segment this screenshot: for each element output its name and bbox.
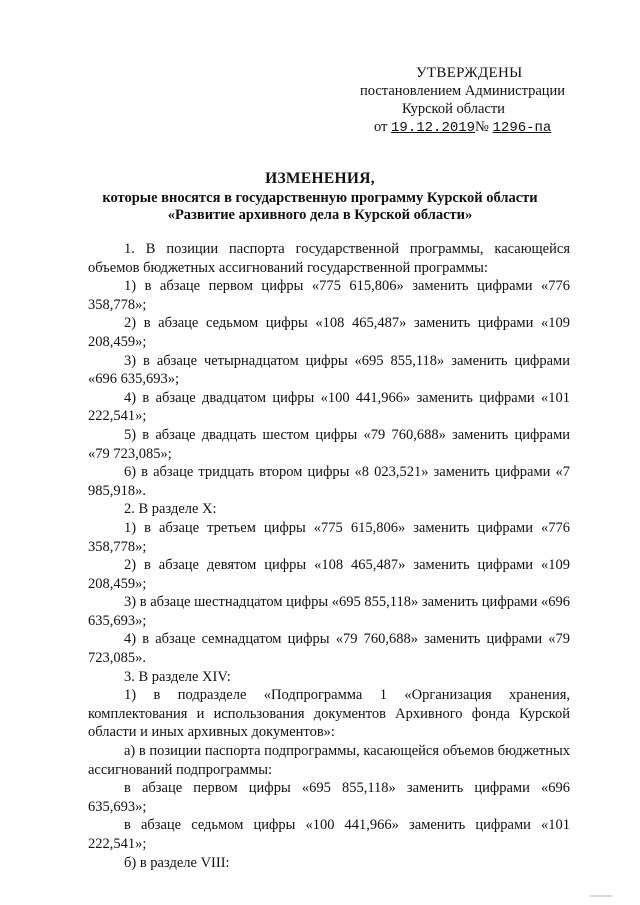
approval-number-sign: № <box>475 119 489 135</box>
paragraph: 4) в абзаце двадцатом цифры «100 441,966» заменить цифрами «101 222,541»; <box>88 389 570 425</box>
approval-prefix: от <box>374 119 388 135</box>
approval-issuer: постановлением Администрации <box>360 83 566 99</box>
paragraph: 3) в абзаце четырнадцатом цифры «695 855,118» заменить цифрами «696 635,693»; <box>88 352 570 388</box>
paragraph: 1) в абзаце третьем цифры «775 615,806» заменить цифрами «776 358,778»; <box>88 519 570 555</box>
scan-artifact <box>590 895 612 897</box>
document-body <box>88 240 570 872</box>
paragraph: 1. В позиции паспорта государственной программы, касающейся объемов бюджетных ассигнований государственной программы: <box>88 241 570 276</box>
paragraph: 3. В разделе XIV: <box>124 668 231 685</box>
paragraph: 3) в абзаце шестнадцатом цифры «695 855,118» заменить цифрами «696 635,693»; <box>88 594 570 629</box>
paragraph: 2) в абзаце седьмом цифры «108 465,487» заменить цифрами «109 208,459»; <box>88 315 570 350</box>
paragraph: 1) в подразделе «Подпрограмма 1 «Организация хранения, комплектования и использования документов Архивного фонда Курской области и иных архивных документов»: <box>88 687 570 741</box>
document-title: ИЗМЕНЕНИЯ, <box>265 170 375 187</box>
paragraph: а) в позиции паспорта подпрограммы, касающейся объемов бюджетных ассигнований подпрограммы: <box>88 743 570 778</box>
approval-block <box>360 64 580 137</box>
paragraph: 5) в абзаце двадцать шестом цифры «79 760,688» заменить цифрами «79 723,085»; <box>88 426 570 462</box>
document-subtitle-2: «Развитие архивного дела в Курской области» <box>167 207 473 223</box>
paragraph: 2) в абзаце девятом цифры «108 465,487» заменить цифрами «109 208,459»; <box>88 557 570 592</box>
paragraph: 6) в абзаце тридцать втором цифры «8 023,521» заменить цифрами «7 985,918». <box>88 464 570 499</box>
approval-date: 19.12.2019 <box>391 120 476 136</box>
paragraph: 2. В разделе X: <box>124 501 217 518</box>
document-subtitle-1: которые вносятся в государственную программу Курской области <box>102 190 538 206</box>
paragraph: в абзаце первом цифры «695 855,118» заменить цифрами «696 635,693»; <box>88 780 570 815</box>
approval-title: УТВЕРЖДЕНЫ <box>416 65 523 81</box>
paragraph: б) в разделе VIII: <box>124 854 230 871</box>
paragraph: 4) в абзаце семнадцатом цифры «79 760,688» заменить цифрами «79 723,085». <box>88 631 570 667</box>
paragraph: в абзаце седьмом цифры «100 441,966» заменить цифрами «101 222,541»; <box>88 817 570 852</box>
approval-date-line <box>360 118 580 137</box>
paragraph: 1) в абзаце первом цифры «775 615,806» заменить цифрами «776 358,778»; <box>88 278 570 313</box>
approval-region: Курской области <box>402 101 505 117</box>
approval-number: 1296-па <box>492 120 552 136</box>
